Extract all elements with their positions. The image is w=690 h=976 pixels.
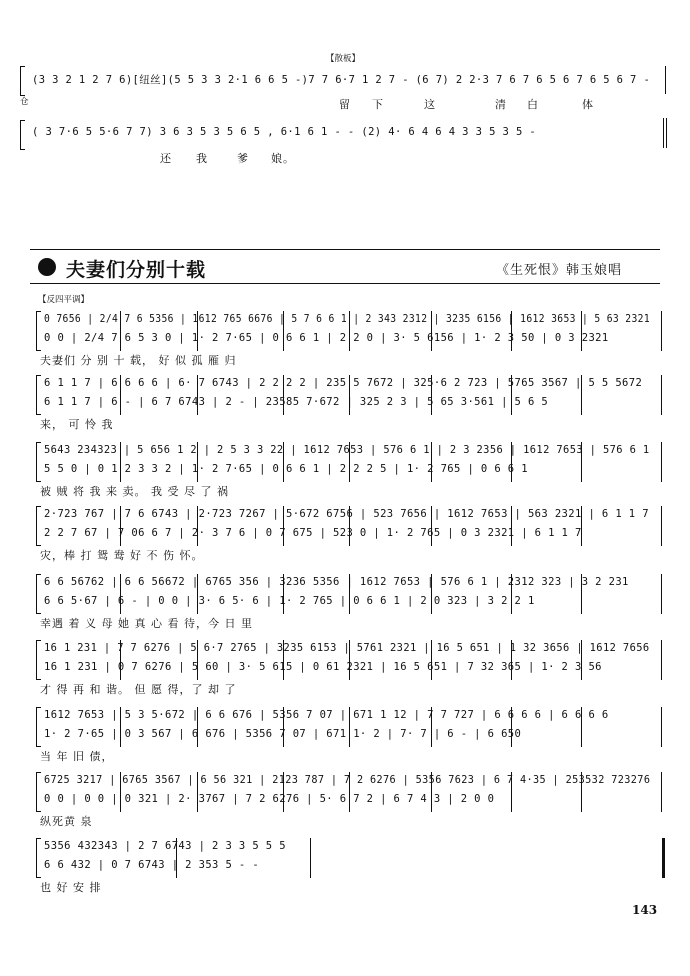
upper-voice: 16 1 231 | 7 7 6276 | 5 6·7 2765 | 3235 6153 | 5761 2321 | 16 5 651 | 1 32 3656 | 1612 7656 bbox=[44, 642, 650, 654]
lyrics-line: 夫妻们 分 别 十 载， 好 似 孤 雁 归 bbox=[40, 354, 237, 367]
bullet-icon bbox=[38, 258, 56, 276]
lyric-1-4: 白 bbox=[527, 98, 539, 111]
barline bbox=[662, 838, 665, 878]
system-bracket bbox=[36, 506, 41, 546]
song-source: 《生死恨》韩玉娘唱 bbox=[496, 263, 623, 278]
system-bracket bbox=[36, 442, 41, 482]
header-rule-bottom bbox=[30, 283, 660, 284]
lower-voice: 16 1 231 | 0 7 6276 | 5 60 | 3· 5 615 | 0 61 2321 | 16 5 651 | 7 32 365 | 1· 2 3 56 bbox=[44, 661, 602, 673]
upper-voice: 6 1 1 7 | 6 6 6 6 | 6· 7 6743 | 2 2 2 2 | 235 5 7672 | 325·6 2 723 | 5765 3567 | 5 5 5672 bbox=[44, 377, 643, 389]
lyric-1-3: 清 bbox=[495, 98, 507, 111]
barline bbox=[661, 574, 662, 614]
system-bracket bbox=[36, 838, 41, 878]
lyric-1-5: 体 bbox=[582, 98, 594, 111]
system-bracket bbox=[36, 311, 41, 351]
song-title: 夫妻们分别十载 bbox=[66, 259, 207, 281]
lyric-1-1: 下 bbox=[372, 98, 384, 111]
upper-voice: 5643 234323 | 5 656 1 2 | 2 5 3 3 22 | 1612 7653 | 576 6 1 | 2 3 2356 | 1612 7653 | 576 6 1 bbox=[44, 444, 650, 456]
barline bbox=[661, 375, 662, 415]
system-bracket bbox=[36, 375, 41, 415]
upper-voice: 0 7656 | 2/4 7 6 5356 | 1612 765 6676 | 5 7 6 6 1 | 2 343 2312 | 3235 6156 | 1612 3653 | 5 63 2321 bbox=[44, 313, 651, 325]
header-rule-top bbox=[30, 249, 660, 250]
barline bbox=[665, 66, 666, 94]
lower-voice: 6 6 432 | 0 7 6743 | 2 353 5 - - bbox=[44, 859, 260, 871]
line-bracket bbox=[20, 66, 25, 96]
tempo-mark: 【散板】 bbox=[326, 54, 361, 64]
barline bbox=[666, 118, 667, 148]
lyrics-line: 当 年 旧 债， bbox=[40, 750, 114, 763]
notation-line-1: (3 3 2 1 2 7 6)[纽丝](5 5 3 3 2·1 6 6 5 -)7 7 6·7 1 2 7 - (6 7) 2 2·3 7 6 7 6 5 6 7 6 5 6 7 - bbox=[32, 74, 651, 86]
barline bbox=[661, 707, 662, 747]
lyric-2-3: 娘。 bbox=[271, 152, 295, 165]
lower-voice: 6 1 1 7 | 6 - | 6 7 6743 | 2 - | 23585 7·672 | 325 2 3 | 5 65 3·561 | 5 6 5 bbox=[44, 396, 549, 408]
lyrics-line: 也 好 安 排 bbox=[40, 881, 102, 894]
lyric-2-0: 还 bbox=[160, 152, 172, 165]
upper-voice: 5356 432343 | 2 7 6743 | 2 3 3 5 5 5 bbox=[44, 840, 286, 852]
mode-mark: 【反四平调】 bbox=[38, 295, 90, 305]
page-number: 143 bbox=[632, 903, 658, 917]
system-bracket bbox=[36, 574, 41, 614]
line-bracket bbox=[20, 120, 25, 150]
system-bracket bbox=[36, 707, 41, 747]
barline bbox=[661, 506, 662, 546]
lyrics-line: 纵死黄 泉 bbox=[40, 815, 93, 828]
upper-voice: 6725 3217 | 6765 3567 | 6 56 321 | 2123 787 | 7 2 6276 | 5356 7623 | 6 7 4·35 | 253532 723276 bbox=[44, 774, 651, 786]
lyric-1-2: 这 bbox=[424, 98, 436, 111]
notation-line-2: ( 3 7·6 5 5·6 7 7) 3 6 3 5 3 5 6 5 , 6·1 6 1 - - (2) 4· 6 4 6 4 3 3 5 3 5 - bbox=[32, 126, 537, 138]
barline bbox=[661, 442, 662, 482]
barline bbox=[310, 838, 311, 878]
lyric-2-1: 我 bbox=[196, 152, 208, 165]
side-mark: 仓 bbox=[20, 97, 29, 107]
upper-voice: 2·723 767 | 7 6 6743 | 2·723 7267 | 5·672 6756 | 523 7656 | 1612 7653 | 563 2321 | 6 1 1 7 bbox=[44, 508, 649, 520]
lyric-1-0: 留 bbox=[339, 98, 351, 111]
barline bbox=[661, 772, 662, 812]
barline bbox=[661, 640, 662, 680]
lower-voice: 0 0 | 0 0 | 0 321 | 2· 3767 | 7 2 6276 | 5· 6 7 2 | 6 7 4 3 | 2 0 0 bbox=[44, 793, 495, 805]
lyrics-line: 幸遇 着 义 母 她 真 心 看 待，今 日 里 bbox=[40, 617, 253, 630]
system-bracket bbox=[36, 640, 41, 680]
barline bbox=[663, 118, 664, 148]
lower-voice: 5 5 0 | 0 1 2 3 3 2 | 1· 2 7·65 | 0 6 6 1 | 2 2 2 5 | 1· 2 765 | 0 6 6 1 bbox=[44, 463, 528, 475]
lower-voice: 0 0 | 2/4 7 6 5 3 0 | 1· 2 7·65 | 0 6 6 1 | 2 2 0 | 3· 5 6156 | 1· 2 3 50 | 0 3 2321 bbox=[44, 332, 609, 344]
upper-voice: 1612 7653 | 5 3 5·672 | 6 6 676 | 5356 7 07 | 671 1 12 | 7 7 727 | 6 6 6 6 | 6 6 6 6 bbox=[44, 709, 609, 721]
lyrics-line: 才 得 再 和 谐。 但 愿 得，了 却 了 bbox=[40, 683, 237, 696]
lower-voice: 2 2 7 67 | 7 06 6 7 | 2· 3 7 6 | 0 7 675 | 523 0 | 1· 2 765 | 0 3 2321 | 6 1 1 7 bbox=[44, 527, 582, 539]
barline bbox=[661, 311, 662, 351]
lyrics-line: 灾，棒 打 鸳 鸯 好 不 伤 怀。 bbox=[40, 549, 204, 562]
lower-voice: 1· 2 7·65 | 0 3 567 | 6 676 | 5356 7 07 | 671 1· 2 | 7· 7 | 6 - | 6 650 bbox=[44, 728, 522, 740]
lyric-2-2: 爹 bbox=[237, 152, 249, 165]
upper-voice: 6 6 56762 | 6 6 56672 | 6765 356 | 3236 5356 | 1612 7653 | 576 6 1 | 2312 323 | 3 2 231 bbox=[44, 576, 629, 588]
system-bracket bbox=[36, 772, 41, 812]
lyrics-line: 来， 可 怜 我 bbox=[40, 418, 114, 431]
lyrics-line: 被 贼 将 我 来 卖。 我 受 尽 了 祸 bbox=[40, 485, 229, 498]
lower-voice: 6 6 5·67 | 6 - | 0 0 | 3· 6 5· 6 | 1· 2 765 | 0 6 6 1 | 2 0 323 | 3 2 2 1 bbox=[44, 595, 535, 607]
